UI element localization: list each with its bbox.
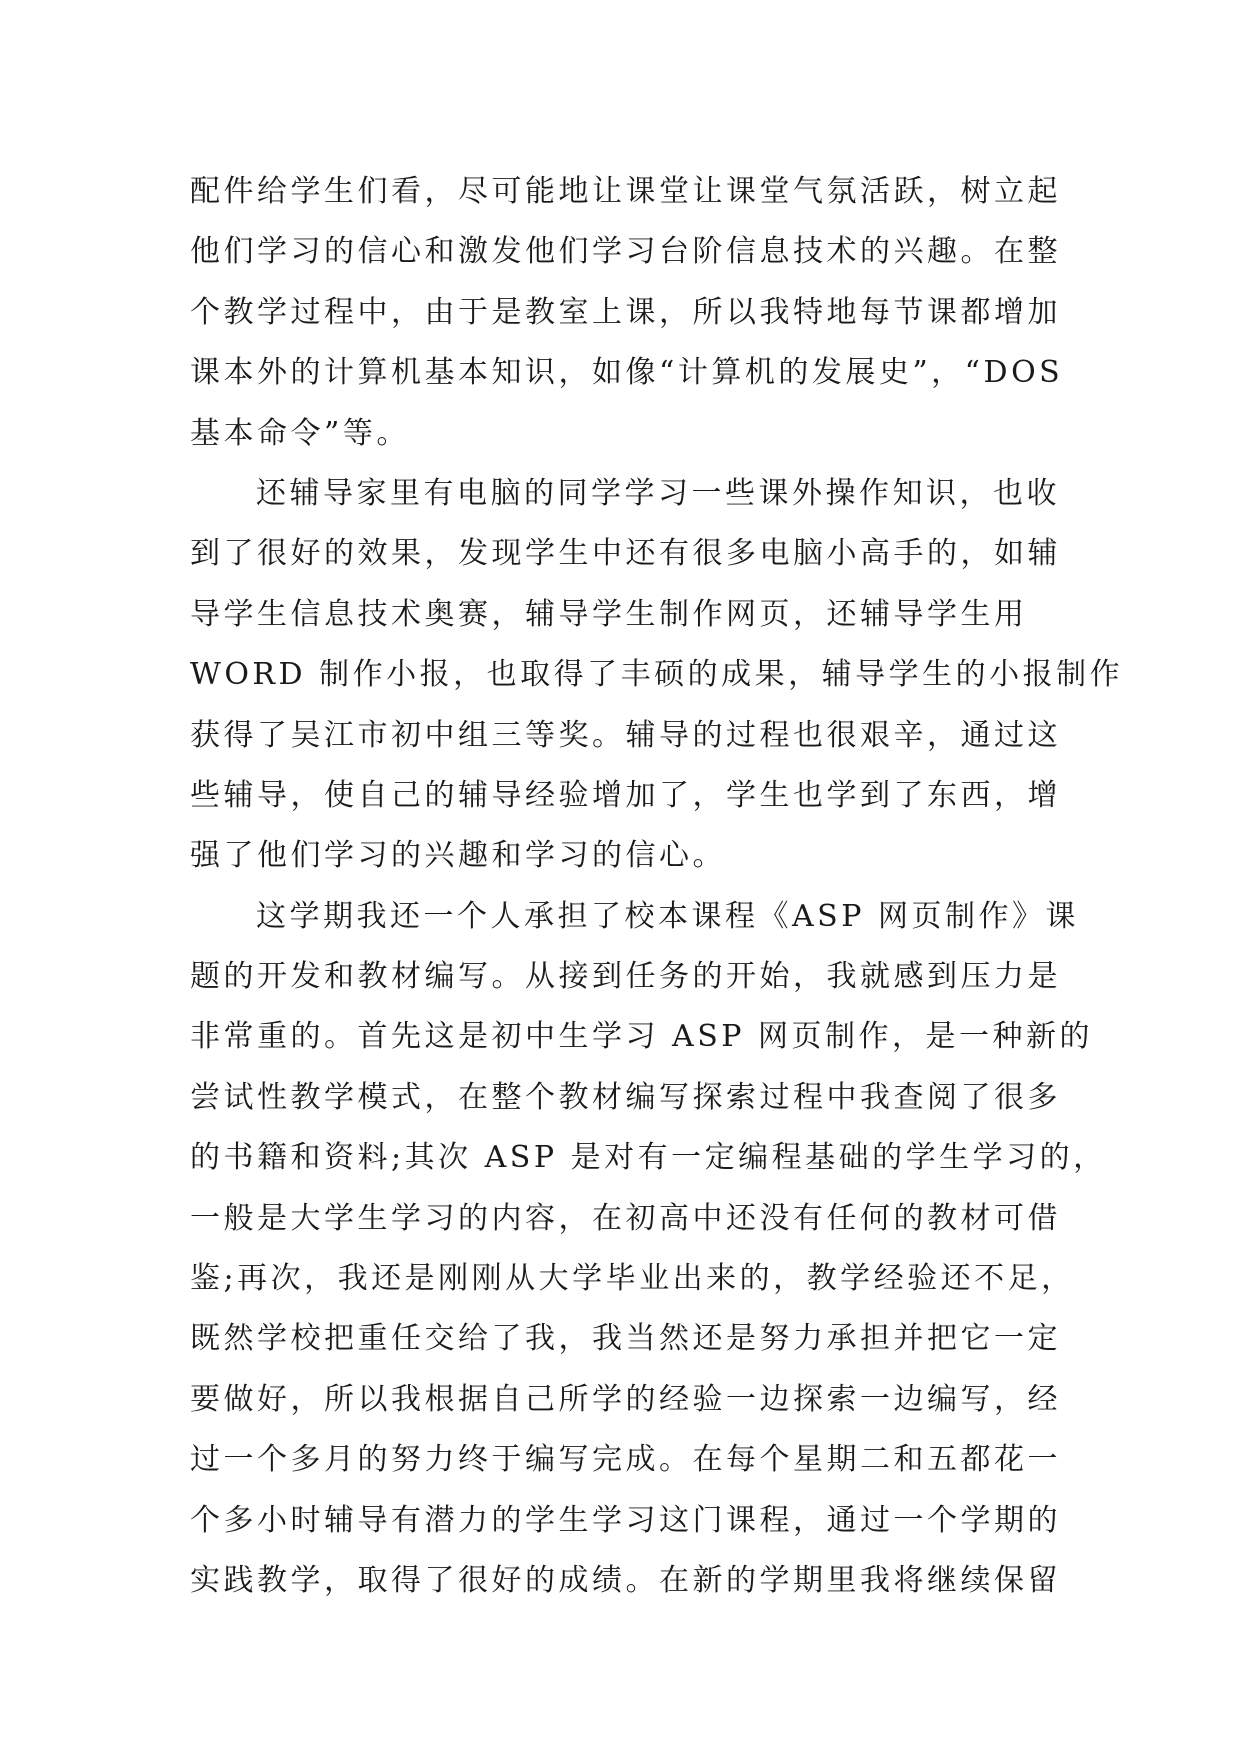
text-line: 到了很好的效果，发现学生中还有很多电脑小高手的，如辅 [190,536,1061,572]
text-line: 强了他们学习的兴趣和学习的信心。 [190,838,726,874]
text-line: 实践教学，取得了很好的成绩。在新的学期里我将继续保留 [190,1562,1061,1598]
text-line: 个多小时辅导有潜力的学生学习这门课程，通过一个学期的 [190,1502,1061,1538]
text-line: 一般是大学生学习的内容，在初高中还没有任何的教材可借 [190,1200,1061,1236]
text-line: 基本命令”等。 [190,415,410,451]
text-line: 题的开发和教材编写。从接到任务的开始，我就感到压力是 [190,959,1061,995]
text-line: 还辅导家里有电脑的同学学习一些课外操作知识，也收 [256,475,1060,511]
document-body [190,162,1124,1611]
text-line: 导学生信息技术奥赛，辅导学生制作网页，还辅导学生用 [190,596,1028,632]
text-line: 既然学校把重任交给了我，我当然还是努力承担并把它一定 [190,1321,1061,1357]
text-line: 课本外的计算机基本知识，如像“计算机的发展史”，“DOS [190,355,1064,391]
text-line: WORD 制作小报，也取得了丰硕的成果，辅导学生的小报制作 [190,657,1124,693]
text-line: 配件给学生们看，尽可能地让课堂让课堂气氛活跃，树立起 [190,174,1061,209]
text-line: 的书籍和资料;其次 ASP 是对有一定编程基础的学生学习的， [190,1140,1107,1176]
text-line: 些辅导，使自己的辅导经验增加了，学生也学到了东西，增 [190,777,1061,813]
text-line: 尝试性教学模式，在整个教材编写探索过程中我查阅了很多 [190,1079,1061,1115]
text-line: 获得了吴江市初中组三等奖。辅导的过程也很艰辛，通过这 [190,717,1061,753]
text-line: 这学期我还一个人承担了校本课程《ASP 网页制作》课 [256,898,1079,934]
text-line: 过一个多月的努力终于编写完成。在每个星期二和五都花一 [190,1442,1061,1478]
text-line: 要做好，所以我根据自己所学的经验一边探索一边编写，经 [190,1381,1061,1417]
paragraph-3 [190,887,1107,1612]
paragraph-2 [190,464,1124,887]
text-line: 个教学过程中，由于是教室上课，所以我特地每节课都增加 [190,294,1061,330]
text-line: 他们学习的信心和激发他们学习台阶信息技术的兴趣。在整 [190,234,1061,270]
text-line: 非常重的。首先这是初中生学习 ASP 网页制作，是一种新的 [190,1019,1093,1055]
paragraph-1 [190,162,1064,464]
text-line: 鉴;再次，我还是刚刚从大学毕业出来的，教学经验还不足， [190,1261,1075,1297]
